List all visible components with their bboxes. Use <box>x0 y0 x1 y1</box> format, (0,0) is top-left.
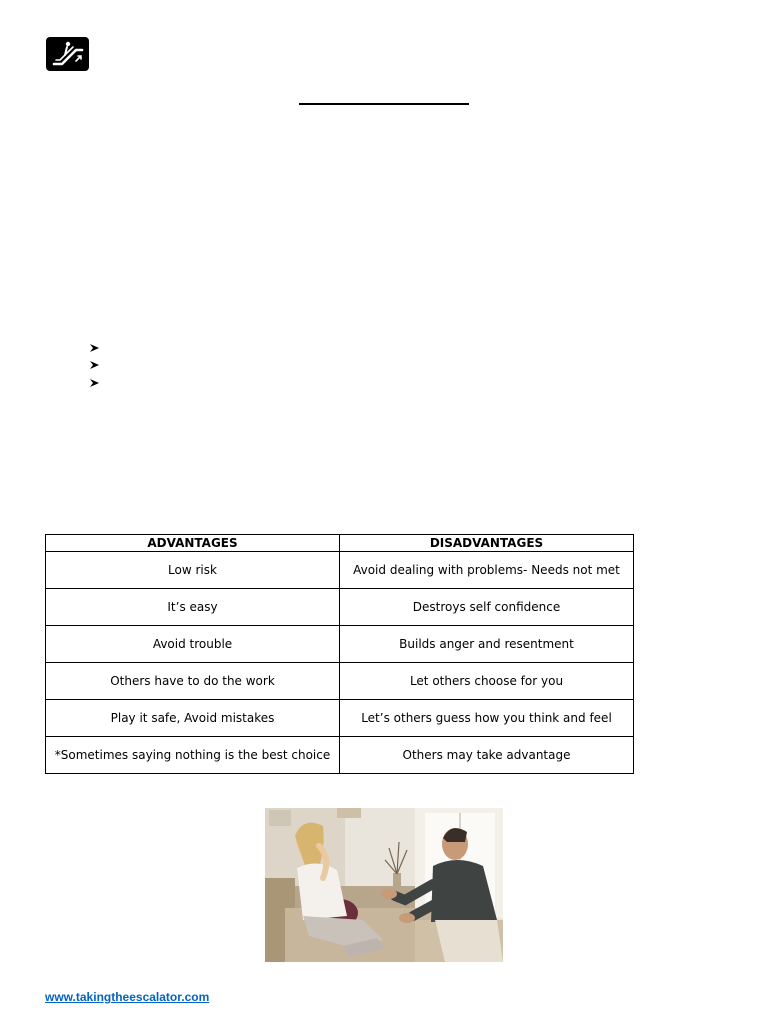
advantages-header: ADVANTAGES <box>46 535 340 552</box>
disadvantage-cell: Others may take advantage <box>340 737 634 774</box>
table-row <box>46 626 634 663</box>
table-row <box>46 737 634 774</box>
table-row <box>46 663 634 700</box>
couple-conversation-photo <box>265 808 503 962</box>
arrow-bullet-icon <box>88 377 102 389</box>
advantage-cell: Others have to do the work <box>46 663 340 700</box>
table-row <box>46 552 634 589</box>
arrow-bullet-icon <box>88 342 102 354</box>
disadvantage-cell: Let’s others guess how you think and feel <box>340 700 634 737</box>
disadvantage-cell: Let others choose for you <box>340 663 634 700</box>
advantage-cell: It’s easy <box>46 589 340 626</box>
list-item <box>88 339 102 357</box>
advantage-cell: *Sometimes saying nothing is the best choice <box>46 737 340 774</box>
disadvantage-cell: Builds anger and resentment <box>340 626 634 663</box>
arrow-bullet-icon <box>88 359 102 371</box>
advantage-cell: Avoid trouble <box>46 626 340 663</box>
website-link[interactable]: www.takingtheescalator.com <box>45 990 210 1004</box>
disadvantage-cell: Avoid dealing with problems- Needs not met <box>340 552 634 589</box>
table-row <box>46 589 634 626</box>
disadvantages-header: DISADVANTAGES <box>340 535 634 552</box>
bullet-list <box>88 339 102 392</box>
title-underline <box>299 103 469 105</box>
advantage-cell: Low risk <box>46 552 340 589</box>
advantages-disadvantages-table <box>45 534 634 774</box>
escalator-logo-icon <box>46 37 89 71</box>
list-item <box>88 374 102 392</box>
disadvantage-cell: Destroys self confidence <box>340 589 634 626</box>
list-item <box>88 357 102 375</box>
advantage-cell: Play it safe, Avoid mistakes <box>46 700 340 737</box>
table-row <box>46 700 634 737</box>
table-header-row <box>46 535 634 552</box>
